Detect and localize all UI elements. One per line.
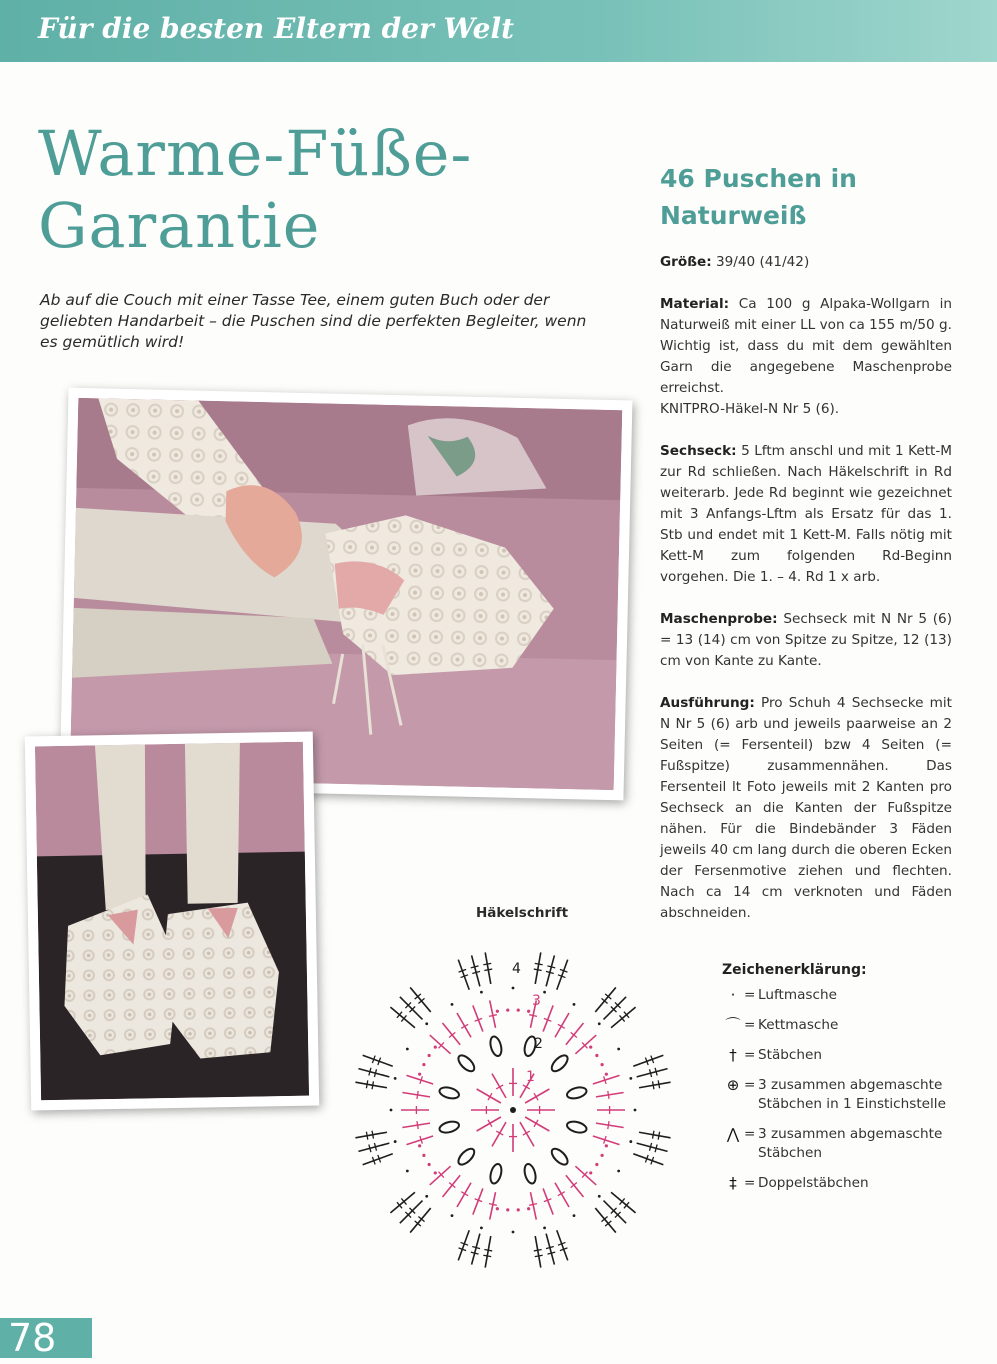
cluster-round-2 xyxy=(549,1146,570,1167)
stitch-round-1 xyxy=(525,1117,549,1131)
photo-slippers-standing xyxy=(25,732,319,1111)
stitch-round-3 xyxy=(430,1166,451,1185)
stitch-round-4-bar xyxy=(366,1080,367,1088)
chain-round-3 xyxy=(589,1171,592,1174)
stitch-round-3 xyxy=(566,1175,584,1197)
chain-round-3 xyxy=(601,1063,604,1066)
chain-round-3 xyxy=(428,1054,431,1057)
legend-title: Zeichenerklärung: xyxy=(722,962,867,978)
stitch-round-1 xyxy=(477,1117,501,1131)
crochet-diagram xyxy=(338,935,688,1285)
stitch-round-3 xyxy=(457,1013,471,1037)
stitch-round-4 xyxy=(472,1234,480,1265)
stitch-round-3-bar xyxy=(417,1121,418,1129)
cluster-round-2 xyxy=(549,1053,570,1074)
chain-round-4 xyxy=(617,1170,620,1173)
legend-text: 3 zusammen abgemaschte Stäbchen xyxy=(758,1126,943,1161)
stitch-round-4 xyxy=(637,1143,668,1151)
photo-standing-image xyxy=(35,742,309,1101)
double-dagger-icon: ‡ xyxy=(729,1174,737,1192)
legend xyxy=(722,962,972,1204)
stitch-round-3 xyxy=(596,1092,624,1096)
chain-round-4 xyxy=(634,1109,637,1112)
stitch-round-3 xyxy=(555,1013,569,1037)
stitch-round-4 xyxy=(485,1236,491,1268)
stitch-round-3 xyxy=(443,1023,461,1045)
stitch-round-4 xyxy=(485,952,491,984)
chain-round-4 xyxy=(543,1226,546,1229)
diagram-title: Häkelschrift xyxy=(476,905,569,921)
stitch-round-4-bar xyxy=(483,1255,491,1256)
title-line-1: Warme-Füße- xyxy=(38,117,473,190)
chain-round-4 xyxy=(598,1022,601,1025)
page-title xyxy=(38,118,472,262)
stitch-round-1 xyxy=(520,1122,534,1146)
stitch-round-4-bar xyxy=(658,1080,659,1088)
stitch-round-1 xyxy=(477,1089,501,1103)
stitch-round-4 xyxy=(535,1236,541,1268)
arc-icon: ⌒ xyxy=(725,1016,741,1034)
stitch-round-3-bar xyxy=(529,1015,537,1017)
stitch-round-4-bar xyxy=(535,1255,543,1256)
stitch-round-1 xyxy=(492,1122,506,1146)
stitch-round-3-bar xyxy=(608,1121,609,1129)
chain-round-4 xyxy=(629,1140,632,1143)
cluster-round-2 xyxy=(438,1086,460,1101)
stitch-round-1 xyxy=(492,1074,506,1098)
stitch-round-4-bar xyxy=(483,963,491,964)
pattern-column xyxy=(660,160,952,945)
chain-round-3 xyxy=(434,1045,437,1048)
chain-round-4 xyxy=(425,1022,428,1025)
dot-icon: · xyxy=(730,986,736,1004)
hexagon-text: 5 Lftm anschl und mit 1 Kett-M zur Rd schließen. Nach Häkelschrift in Rd weiterarb. Jede Rd beginnt wie gezeichnet mit 3 Anfangs-Lftm als Ersatz für das 1. Stb und endet mit 1 Kett-M. Falls nötig mit Kett-M zum folgenden Rd-Beginn vorgehen. Die 1. – 4. Rd 1 x arb. xyxy=(660,443,952,585)
round-label-4: 4 xyxy=(512,961,521,977)
stitch-round-3 xyxy=(596,1123,624,1127)
chain-round-3 xyxy=(422,1154,425,1157)
size-text: 39/40 (41/42) xyxy=(715,254,810,270)
cluster-round-2 xyxy=(489,1035,504,1057)
stitch-round-1 xyxy=(525,1089,549,1103)
legend-item: · = Luftmasche xyxy=(722,986,972,1005)
material-text: Ca 100 g Alpaka-Wollgarn in Naturweiß mit einer LL von ca 155 m/50 g. Wichtig ist, dass du mit dem gewählten Garn die angegebene Maschenprobe erreichst. xyxy=(660,296,952,396)
stitch-round-4 xyxy=(546,955,554,986)
legend-text: 3 zusammen abgemaschte Stäbchen in 1 Einstichstelle xyxy=(758,1077,946,1112)
stitch-round-3-bar xyxy=(608,1091,609,1099)
chain-round-4 xyxy=(573,1003,576,1006)
chain-round-4 xyxy=(512,987,515,990)
stitch-round-3 xyxy=(402,1092,430,1096)
size-label: Größe: xyxy=(660,254,712,270)
stitch-round-3 xyxy=(575,1035,596,1054)
hexagon-label: Sechseck: xyxy=(660,443,737,459)
cluster-one-stitch-icon: ⊕ xyxy=(726,1076,740,1094)
chain-round-4 xyxy=(512,1231,515,1234)
chain-round-3 xyxy=(506,1009,509,1012)
stitch-round-4 xyxy=(358,1069,389,1077)
chain-round-3 xyxy=(418,1073,421,1076)
cluster-round-2 xyxy=(438,1120,460,1135)
stitch-round-3 xyxy=(402,1123,430,1127)
gauge-paragraph xyxy=(660,609,952,672)
stitch-round-3 xyxy=(457,1183,471,1207)
chain-round-3 xyxy=(601,1154,604,1157)
finishing-text: Pro Schuh 4 Sechsecke mit N Nr 5 (6) arb und jeweils paarweise an 2 Seiten (= Fersenteil) bzw 4 Seiten (= Fußspitze) zusammennähen. Das Fersenteil lt Foto jeweils mit 2 Kanten pro Sechseck an die Kanten der Fußspitze nähen. Für die Bindebänder 3 Fäden jeweils 40 cm lang durch die oberen Ecken der Fersenmotive ziehen und flechten. Nach ca 14 cm verknoten und Fäden abschneiden. xyxy=(660,695,952,921)
dagger-icon: † xyxy=(729,1046,737,1064)
stitch-round-3 xyxy=(430,1035,451,1054)
chain-round-3 xyxy=(595,1163,598,1166)
chain-round-4 xyxy=(451,1003,454,1006)
gauge-text: Sechseck mit N Nr 5 (6) = 13 (14) cm von Spitze zu Spitze, 12 (13) cm von Kante zu Kante. xyxy=(660,611,952,669)
center-ring xyxy=(510,1107,516,1113)
chain-round-3 xyxy=(506,1208,509,1211)
legend-text: Stäbchen xyxy=(758,1047,822,1063)
legend-item: ⌒ = Kettmasche xyxy=(722,1016,972,1035)
stitch-round-4 xyxy=(358,1143,389,1151)
stitch-round-3-bar xyxy=(417,1091,418,1099)
stitch-round-4 xyxy=(472,955,480,986)
stitch-round-4-bar xyxy=(372,1081,373,1089)
chain-round-4 xyxy=(573,1214,576,1217)
chain-round-3 xyxy=(434,1171,437,1174)
finishing-label: Ausführung: xyxy=(660,695,755,711)
material-label: Material: xyxy=(660,296,730,312)
chain-round-4 xyxy=(598,1195,601,1198)
stitch-round-3 xyxy=(530,1192,536,1219)
stitch-round-4 xyxy=(355,1132,387,1138)
legend-text: Kettmasche xyxy=(758,1017,839,1033)
chain-round-4 xyxy=(451,1214,454,1217)
chain-round-3 xyxy=(527,1010,530,1013)
stitch-round-4 xyxy=(604,1201,627,1224)
chain-round-3 xyxy=(605,1073,608,1076)
title-line-2: Garantie xyxy=(38,189,321,262)
chain-round-3 xyxy=(496,1010,499,1013)
stitch-round-4 xyxy=(400,997,423,1020)
cluster-round-2 xyxy=(523,1163,538,1185)
stitch-round-3 xyxy=(566,1023,584,1045)
hexagon-paragraph xyxy=(660,441,952,588)
legend-text: Doppelstäbchen xyxy=(758,1175,869,1191)
stitch-round-4-bar xyxy=(534,1250,542,1251)
stitch-round-4-bar xyxy=(484,1250,492,1251)
chain-round-3 xyxy=(589,1045,592,1048)
material-paragraph xyxy=(660,294,952,399)
stitch-round-4-bar xyxy=(658,1132,659,1140)
gauge-label: Maschenprobe: xyxy=(660,611,778,627)
legend-item: † = Stäbchen xyxy=(722,1046,972,1065)
stitch-round-4 xyxy=(400,1201,423,1224)
photo-sofa-image xyxy=(70,398,622,790)
chain-round-4 xyxy=(394,1140,397,1143)
stitch-round-4 xyxy=(355,1082,387,1088)
chain-round-4 xyxy=(425,1195,428,1198)
stitch-round-4 xyxy=(604,997,627,1020)
chain-round-3 xyxy=(595,1054,598,1057)
cluster-together-icon: ⋀ xyxy=(726,1125,740,1143)
cluster-round-2 xyxy=(566,1120,588,1135)
round-label-3: 3 xyxy=(532,993,541,1009)
chain-round-3 xyxy=(517,1009,520,1012)
size-paragraph xyxy=(660,252,952,273)
stitch-round-4-bar xyxy=(653,1131,654,1139)
stitch-round-4-bar xyxy=(653,1081,654,1089)
legend-item: ⊕ = 3 zusammen abgemaschte Stäbchen in 1 Einstichstelle xyxy=(722,1076,972,1114)
round-label-1: 1 xyxy=(526,1069,535,1085)
intro-text: Ab auf die Couch mit einer Tasse Tee, einem guten Buch oder der geliebten Handarbeit – die Puschen sind die perfekten Begleiter, wenn es gemütlich wird! xyxy=(40,291,587,351)
chain-round-4 xyxy=(406,1170,409,1173)
round-label-2: 2 xyxy=(534,1036,543,1052)
chain-round-3 xyxy=(496,1207,499,1210)
stitch-round-3 xyxy=(490,1000,496,1027)
header-banner xyxy=(0,0,997,62)
page-number: 78 xyxy=(8,1316,57,1360)
stitch-round-4 xyxy=(637,1069,668,1077)
stitch-round-4-bar xyxy=(366,1132,367,1140)
chain-round-4 xyxy=(406,1048,409,1051)
stitch-round-3-bar xyxy=(529,1204,537,1206)
legend-item: ‡ = Doppelstäbchen xyxy=(722,1174,972,1193)
stitch-round-3 xyxy=(490,1192,496,1219)
chain-round-4 xyxy=(543,991,546,994)
cluster-round-2 xyxy=(566,1086,588,1101)
finishing-paragraph xyxy=(660,693,952,924)
page-number-box xyxy=(0,1318,92,1358)
chain-round-4 xyxy=(629,1077,632,1080)
stitch-round-3 xyxy=(555,1183,569,1207)
chain-round-3 xyxy=(428,1163,431,1166)
chain-round-4 xyxy=(480,991,483,994)
chain-round-3 xyxy=(418,1144,421,1147)
stitch-round-3 xyxy=(443,1175,461,1197)
stitch-round-3 xyxy=(575,1166,596,1185)
chain-round-3 xyxy=(527,1207,530,1210)
stitch-round-4 xyxy=(639,1082,671,1088)
cluster-round-2 xyxy=(456,1053,477,1074)
chain-round-4 xyxy=(617,1048,620,1051)
stitch-round-4-bar xyxy=(372,1131,373,1139)
chain-round-4 xyxy=(390,1109,393,1112)
legend-item: ⋀ = 3 zusammen abgemaschte Stäbchen xyxy=(722,1125,972,1163)
cluster-round-2 xyxy=(489,1163,504,1185)
stitch-round-3-bar xyxy=(489,1015,497,1017)
legend-text: Luftmasche xyxy=(758,987,837,1003)
chain-round-4 xyxy=(480,1226,483,1229)
pattern-heading: 46 Puschen in Naturweiß xyxy=(660,164,857,230)
stitch-round-4 xyxy=(535,952,541,984)
chain-round-4 xyxy=(394,1077,397,1080)
cluster-round-2 xyxy=(456,1146,477,1167)
stitch-round-4-bar xyxy=(535,963,543,964)
stitch-round-3-bar xyxy=(489,1204,497,1206)
stitch-round-4-bar xyxy=(534,969,542,970)
chain-round-3 xyxy=(517,1208,520,1211)
hook-paragraph: KNITPRO-Häkel-N Nr 5 (6). xyxy=(660,401,840,417)
chain-round-3 xyxy=(422,1063,425,1066)
banner-title: Für die besten Eltern der Welt xyxy=(38,12,515,45)
stitch-round-4-bar xyxy=(484,969,492,970)
stitch-round-4 xyxy=(639,1132,671,1138)
stitch-round-4 xyxy=(546,1234,554,1265)
chain-round-3 xyxy=(605,1144,608,1147)
